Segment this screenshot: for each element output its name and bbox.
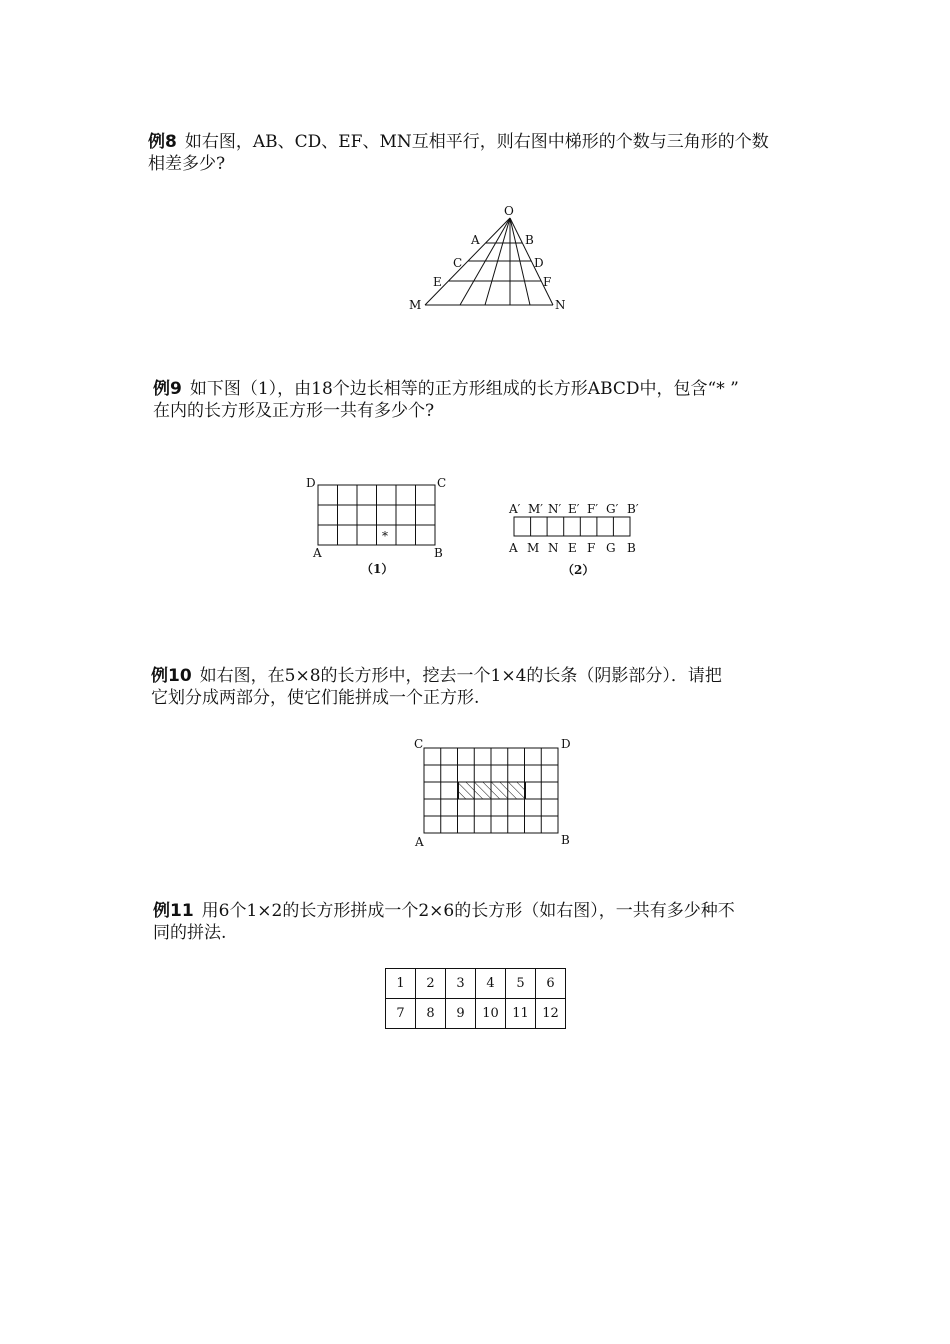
grid-cell: 11 bbox=[506, 999, 536, 1029]
bottom-label: B bbox=[627, 541, 636, 555]
example-11-text bbox=[153, 900, 735, 944]
label-b: B bbox=[525, 233, 534, 247]
top-label: N′ bbox=[548, 502, 562, 516]
example-10-text bbox=[151, 665, 722, 709]
strip-outline bbox=[514, 517, 630, 536]
label-e: E bbox=[433, 275, 442, 289]
label-m: M bbox=[409, 298, 422, 312]
label-c: C bbox=[437, 476, 447, 490]
label-d: D bbox=[534, 256, 544, 270]
example-9-tag: 例9 bbox=[153, 379, 182, 399]
top-label: F′ bbox=[587, 502, 599, 516]
grid-cell: 10 bbox=[476, 999, 506, 1029]
example-11-line-2: 同的拼法. bbox=[153, 923, 227, 943]
label-d: D bbox=[561, 737, 571, 751]
figure-2-caption: （2） bbox=[562, 563, 595, 577]
strip-figure-2 bbox=[500, 490, 650, 585]
grid-row bbox=[386, 969, 566, 999]
bottom-label: F bbox=[587, 541, 596, 555]
top-label: A′ bbox=[509, 502, 521, 516]
grid-cell: 1 bbox=[386, 969, 416, 999]
label-a: A bbox=[313, 546, 322, 560]
example-8-tag: 例8 bbox=[148, 132, 177, 152]
example-11-line-1: 例11 用6个1×2的长方形拼成一个2×6的长方形（如右图），一共有多少种不 bbox=[153, 901, 735, 921]
example-10-line-1: 例10 如右图，在5×8的长方形中，挖去一个1×4的长条（阴影部分）．请把 bbox=[151, 666, 722, 686]
grid-cell: 4 bbox=[476, 969, 506, 999]
example-8-line-2: 相差多少? bbox=[148, 154, 226, 174]
example-11-tag: 例11 bbox=[153, 901, 194, 921]
label-c: C bbox=[453, 256, 463, 270]
label-b: B bbox=[434, 546, 443, 560]
figure-1-caption: （1） bbox=[361, 562, 394, 576]
grid-cell: 6 bbox=[536, 969, 566, 999]
bottom-label: A bbox=[509, 541, 518, 555]
star-mark: * bbox=[382, 529, 388, 543]
rectangle-grid-figure-1 bbox=[300, 470, 460, 580]
top-label: G′ bbox=[606, 502, 619, 516]
shaded-strip bbox=[459, 782, 526, 799]
five-by-eight-grid-figure bbox=[405, 730, 585, 855]
bottom-label: N bbox=[548, 541, 559, 555]
grid-cell: 8 bbox=[416, 999, 446, 1029]
grid-cell: 5 bbox=[506, 969, 536, 999]
grid-cell: 3 bbox=[446, 969, 476, 999]
top-label: E′ bbox=[568, 502, 580, 516]
label-d: D bbox=[306, 476, 316, 490]
grid-cell: 9 bbox=[446, 999, 476, 1029]
example-8-text bbox=[148, 131, 769, 175]
numbered-grid bbox=[385, 968, 566, 1029]
top-label: M′ bbox=[528, 502, 544, 516]
label-o: O bbox=[504, 204, 514, 218]
label-a: A bbox=[471, 233, 480, 247]
top-label: B′ bbox=[627, 502, 639, 516]
grid-row bbox=[386, 999, 566, 1029]
bottom-label: E bbox=[568, 541, 577, 555]
example-9-line-1: 例9 如下图（1），由18个边长相等的正方形组成的长方形ABCD中，包含“* ” bbox=[153, 379, 739, 399]
label-c: C bbox=[414, 737, 424, 751]
example-10-tag: 例10 bbox=[151, 666, 192, 686]
triangle-figure bbox=[400, 200, 580, 315]
label-a: A bbox=[415, 835, 424, 849]
example-8-line-1: 例8 如右图，AB、CD、EF、MN互相平行，则右图中梯形的个数与三角形的个数 bbox=[148, 132, 769, 152]
bottom-label: M bbox=[527, 541, 540, 555]
grid-cell: 7 bbox=[386, 999, 416, 1029]
label-b: B bbox=[561, 833, 570, 847]
label-n: N bbox=[555, 298, 566, 312]
example-9-text bbox=[153, 378, 739, 422]
example-10-line-2: 它划分成两部分，使它们能拼成一个正方形. bbox=[151, 688, 480, 708]
grid-cell: 12 bbox=[536, 999, 566, 1029]
example-9-line-2: 在内的长方形及正方形一共有多少个? bbox=[153, 401, 435, 421]
bottom-label: G bbox=[606, 541, 616, 555]
grid-cell: 2 bbox=[416, 969, 446, 999]
label-f: F bbox=[543, 275, 552, 289]
